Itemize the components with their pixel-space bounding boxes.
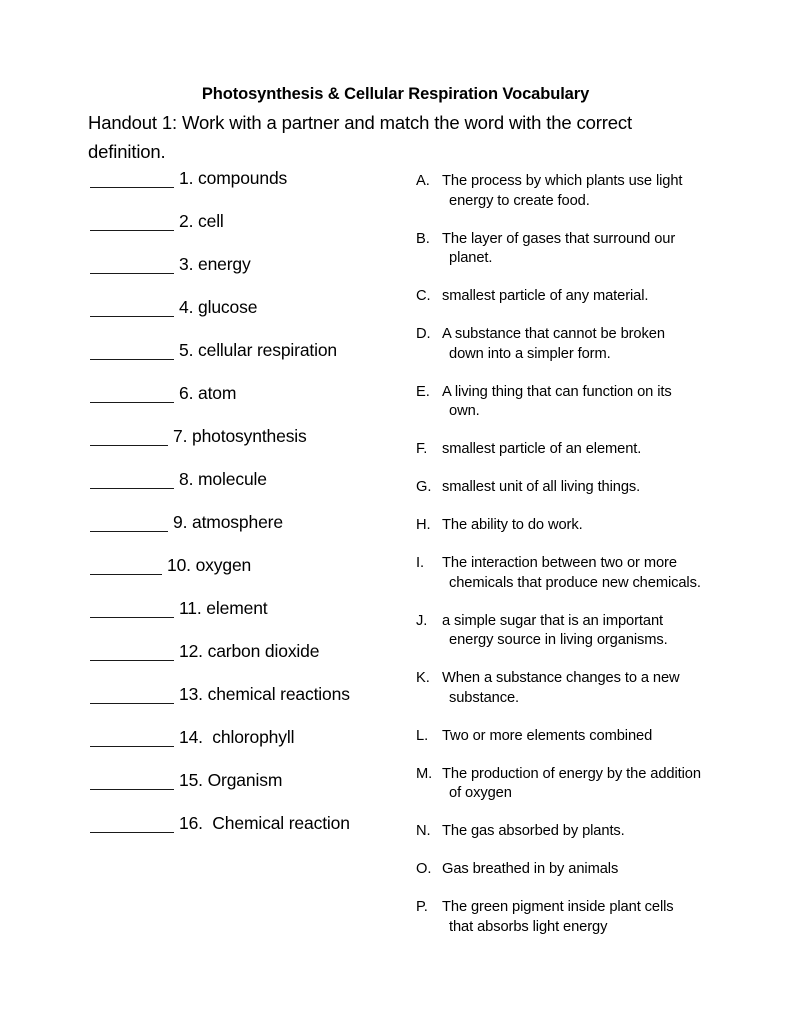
- definition-row: [416, 440, 736, 460]
- definition-text: [442, 554, 736, 593]
- page-title: Photosynthesis & Cellular Respiration Vocabulary: [201, 85, 590, 103]
- definition-text: [442, 478, 736, 498]
- definition-letter: J.: [416, 612, 428, 629]
- definition-row: [416, 765, 736, 804]
- definition-line-primary: A living thing that can function on its: [442, 383, 672, 400]
- definition-line-primary: smallest particle of an element.: [442, 441, 642, 457]
- definition-text: [442, 172, 736, 211]
- answer-blank[interactable]: [90, 555, 162, 575]
- definition-row: [416, 898, 736, 937]
- definition-text: [442, 822, 736, 842]
- definition-letter: O.: [416, 861, 432, 877]
- definition-line-primary: The layer of gases that surround our: [442, 230, 676, 247]
- vocabulary-terms-column: [90, 168, 400, 856]
- vocabulary-term-row: [90, 813, 400, 856]
- definitions-column: [416, 172, 736, 956]
- answer-blank[interactable]: [90, 727, 174, 747]
- definition-line-primary: The green pigment inside plant cells: [442, 899, 674, 915]
- definition-line-primary: smallest unit of all living things.: [442, 479, 641, 495]
- definition-row: [416, 822, 736, 842]
- definition-text: [442, 727, 736, 747]
- definition-letter: F.: [416, 441, 428, 457]
- answer-blank[interactable]: [90, 598, 174, 618]
- vocabulary-term-row: [90, 469, 400, 512]
- vocabulary-term-label: 8. molecule: [179, 469, 267, 489]
- definition-row: [416, 383, 736, 422]
- definition-letter: G.: [416, 479, 432, 495]
- answer-blank[interactable]: [90, 641, 174, 661]
- answer-blank[interactable]: [90, 426, 168, 446]
- definition-row: [416, 554, 736, 593]
- definition-text: [442, 287, 736, 307]
- vocabulary-term-row: [90, 383, 400, 426]
- vocabulary-term-label: 4. glucose: [179, 297, 258, 317]
- answer-blank[interactable]: [90, 168, 174, 188]
- definition-line-continuation: substance.: [449, 689, 520, 706]
- definition-line-primary: The production of energy by the addition: [442, 765, 701, 782]
- answer-blank[interactable]: [90, 813, 174, 833]
- definition-letter: D.: [416, 326, 431, 342]
- answer-blank[interactable]: [90, 211, 174, 231]
- definition-line-primary: Two or more elements combined: [442, 727, 653, 744]
- vocabulary-term-label: 14. chlorophyll: [179, 727, 295, 747]
- definition-text: [442, 230, 736, 269]
- definition-letter: E.: [416, 383, 430, 400]
- vocabulary-term-row: [90, 168, 400, 211]
- definition-line-continuation: of oxygen: [449, 785, 512, 801]
- vocabulary-term-label: 7. photosynthesis: [173, 426, 307, 446]
- definition-letter: L.: [416, 727, 429, 744]
- definition-row: [416, 727, 736, 747]
- vocabulary-term-label: 1. compounds: [179, 168, 288, 188]
- answer-blank[interactable]: [90, 770, 174, 790]
- definition-text: [442, 860, 736, 880]
- answer-blank[interactable]: [90, 254, 174, 274]
- definition-line-primary: The gas absorbed by plants.: [442, 823, 625, 839]
- definition-line-continuation: own.: [449, 403, 480, 419]
- vocabulary-term-row: [90, 598, 400, 641]
- answer-blank[interactable]: [90, 383, 174, 403]
- vocabulary-term-label: 11. element: [179, 598, 268, 618]
- definition-text: [442, 898, 736, 937]
- vocabulary-term-label: 12. carbon dioxide: [179, 641, 320, 661]
- definition-line-primary: smallest particle of any material.: [442, 288, 649, 304]
- vocabulary-term-label: 13. chemical reactions: [179, 684, 350, 704]
- definition-text: [442, 325, 736, 364]
- vocabulary-term-row: [90, 426, 400, 469]
- definition-letter: H.: [416, 517, 431, 533]
- definition-text: [442, 765, 736, 804]
- vocabulary-term-row: [90, 727, 400, 770]
- definition-line-primary: The ability to do work.: [442, 517, 583, 533]
- vocabulary-term-label: 10. oxygen: [167, 555, 252, 575]
- definition-line-continuation: down into a simpler form.: [449, 345, 611, 362]
- definition-letter: K.: [416, 670, 430, 686]
- definition-row: [416, 172, 736, 211]
- vocabulary-term-row: [90, 555, 400, 598]
- definition-row: [416, 612, 736, 651]
- answer-blank[interactable]: [90, 340, 174, 360]
- vocabulary-term-row: [90, 512, 400, 555]
- definition-row: [416, 325, 736, 364]
- answer-blank[interactable]: [90, 512, 168, 532]
- definition-letter: I.: [416, 555, 424, 571]
- instructions-text: Handout 1: Work with a partner and match the word with the correct definition.: [88, 112, 632, 162]
- vocabulary-term-label: 3. energy: [179, 254, 251, 274]
- vocabulary-term-label: 9. atmosphere: [173, 512, 283, 532]
- vocabulary-term-label: 6. atom: [179, 383, 237, 403]
- vocabulary-term-row: [90, 297, 400, 340]
- answer-blank[interactable]: [90, 684, 174, 704]
- answer-blank[interactable]: [90, 469, 174, 489]
- definition-row: [416, 478, 736, 498]
- definition-text: [442, 383, 736, 422]
- vocabulary-term-label: 15. Organism: [179, 770, 283, 790]
- definition-line-primary: The interaction between two or more: [442, 555, 677, 571]
- definition-line-primary: The process by which plants use light: [442, 173, 683, 189]
- definition-row: [416, 287, 736, 307]
- answer-blank[interactable]: [90, 297, 174, 317]
- definition-line-continuation: planet.: [449, 250, 493, 266]
- definition-text: [442, 612, 736, 651]
- definition-letter: A.: [416, 173, 430, 189]
- vocabulary-term-row: [90, 684, 400, 727]
- definition-letter: B.: [416, 230, 430, 247]
- definition-line-continuation: chemicals that produce new chemicals.: [449, 574, 701, 591]
- definition-row: [416, 516, 736, 536]
- definition-text: [442, 440, 736, 460]
- definition-line-primary: When a substance changes to a new: [442, 670, 680, 686]
- vocabulary-term-row: [90, 641, 400, 684]
- definition-row: [416, 669, 736, 708]
- definition-letter: M.: [416, 765, 433, 782]
- definition-line-primary: Gas breathed in by animals: [442, 861, 619, 877]
- vocabulary-term-row: [90, 211, 400, 254]
- definition-line-continuation: energy source in living organisms.: [449, 632, 668, 648]
- definition-row: [416, 860, 736, 880]
- definition-letter: N.: [416, 823, 431, 839]
- definition-line-primary: A substance that cannot be broken: [442, 326, 665, 342]
- definition-line-primary: a simple sugar that is an important: [442, 612, 664, 629]
- definition-letter: P.: [416, 899, 428, 915]
- vocabulary-term-row: [90, 254, 400, 297]
- vocabulary-term-row: [90, 340, 400, 383]
- definition-line-continuation: that absorbs light energy: [449, 918, 608, 935]
- vocabulary-term-label: 16. Chemical reaction: [179, 813, 350, 833]
- vocabulary-term-row: [90, 770, 400, 813]
- vocabulary-term-label: 5. cellular respiration: [179, 340, 338, 360]
- definition-line-continuation: energy to create food.: [449, 192, 590, 209]
- definition-letter: C.: [416, 288, 431, 304]
- definition-text: [442, 669, 736, 708]
- vocabulary-term-label: 2. cell: [179, 211, 224, 231]
- definition-text: [442, 516, 736, 536]
- definition-row: [416, 230, 736, 269]
